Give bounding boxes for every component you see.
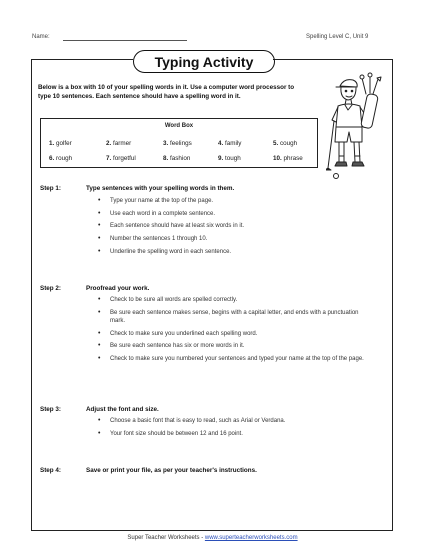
bullet-item: • Be sure each sentence makes sense, begins with a capital letter, and ends with a punctuation mark. [96,309,371,326]
bullet-item: • Your font size should be between 12 and 16 point. [96,430,371,438]
footer [0,535,425,541]
golfer-illustration [326,72,386,182]
word-box-item: 6. rough [49,155,73,162]
word-box-item: 7. forgetful [106,155,136,162]
word-box-item: 2. farmer [106,140,132,147]
step-3-bullets [96,417,371,442]
name-line [63,40,187,41]
bullet-item: • Number the sentences 1 through 10. [96,235,371,243]
word-box-item: 1. golfer [49,140,72,147]
bullet-item: • Underline the spelling word in each sentence. [96,248,371,256]
bullet-item: • Be sure each sentence has six or more words in it. [96,342,371,350]
bullet-item: • Each sentence should have at least six words in it. [96,222,371,230]
word-box-item: 5. cough [273,140,298,147]
level-label: Spelling Level C, Unit 9 [306,34,369,40]
word-box-item: 3. feelings [163,140,192,147]
bullet-item: • Choose a basic font that is easy to read, such as Arial or Verdana. [96,417,371,425]
step-2-label: Step 2: [40,285,61,292]
name-label: Name: [32,34,50,40]
page-title: Typing Activity [133,50,275,73]
bullet-item: • Check to make sure you underlined each spelling word. [96,330,371,338]
step-3-label: Step 3: [40,406,61,413]
step-3-title: Adjust the font and size. [86,406,159,413]
word-box [40,118,318,168]
bullet-item: • Check to make sure you numbered your sentences and typed your name at the top of the page. [96,355,371,363]
step-4-label: Step 4: [40,467,61,474]
step-1-bullets [96,197,371,260]
word-box-item: 9. tough [218,155,241,162]
intro-text: Below is a box with 10 of your spelling words in it. Use a computer word processor to type 10 sentences. Each sentence should have a spelling word in it. [38,84,295,100]
bullet-item: • Check to be sure all words are spelled correctly. [96,296,371,304]
bullet-item: • Use each word in a complete sentence. [96,210,371,218]
word-box-item: 4. family [218,140,242,147]
word-box-item: 8. fashion [163,155,191,162]
bullet-item: • Type your name at the top of the page. [96,197,371,205]
footer-text: Super Teacher Worksheets - [127,535,205,541]
step-2-title: Proofread your work. [86,285,150,292]
word-box-title: Word Box [164,123,194,129]
word-box-item: 10. phrase [273,155,303,162]
step-1-label: Step 1: [40,185,61,192]
step-2-bullets [96,296,371,368]
footer-link[interactable]: www.superteacherworksheets.com [204,535,298,541]
step-1-title: Type sentences with your spelling words in them. [86,185,235,192]
step-4-title: Save or print your file, as per your teacher's instructions. [86,467,257,474]
